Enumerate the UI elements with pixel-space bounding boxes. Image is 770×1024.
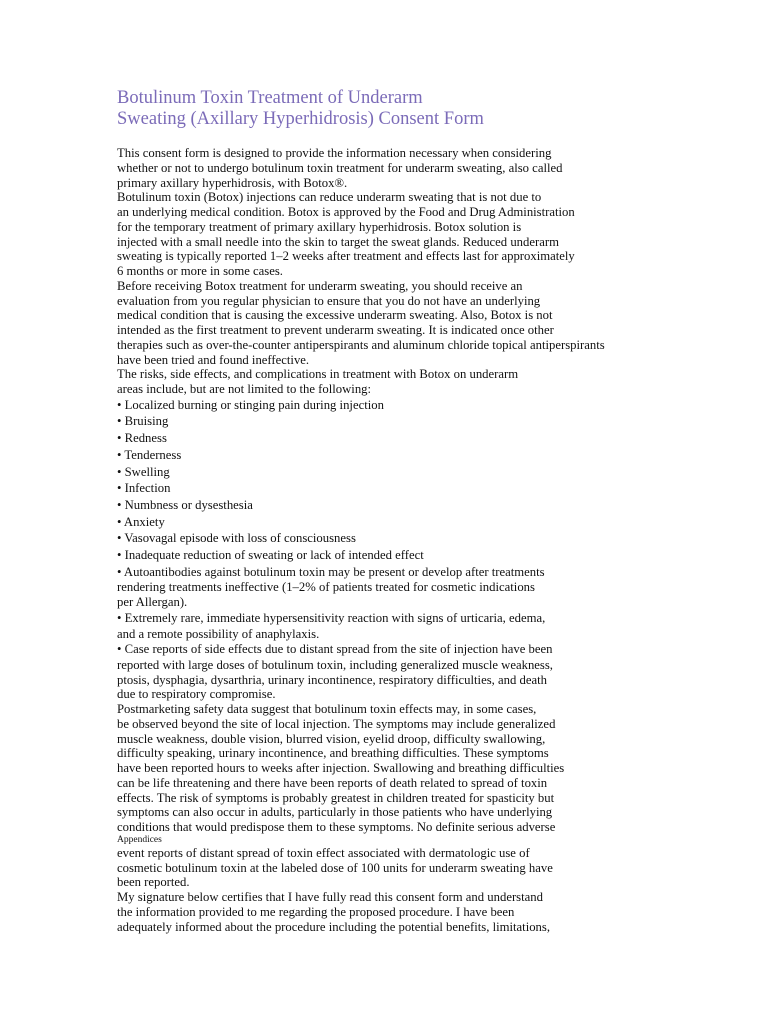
body-text-line: per Allergan).	[117, 595, 188, 610]
body-text-line: be observed beyond the site of local injection. The symptoms may include generalized	[117, 716, 556, 731]
bullet-item: • Autoantibodies against botulinum toxin may be present or develop after treatments	[117, 564, 545, 579]
body-text-line: evaluation from you regular physician to ensure that you do not have an underlying	[117, 293, 541, 308]
body-text-line: injected with a small needle into the skin to target the sweat glands. Reduced underarm	[117, 234, 559, 249]
body-text-line: an underlying medical condition. Botox is approved by the Food and Drug Administration	[117, 205, 575, 219]
bullet-item: • Extremely rare, immediate hypersensitivity reaction with signs of urticaria, edema,	[117, 610, 546, 625]
bullet-item: • Redness	[117, 431, 167, 446]
body-text-line: due to respiratory compromise.	[117, 687, 276, 702]
body-text-line: symptoms can also occur in adults, particularly in those patients who have underlying	[117, 805, 553, 820]
bullet-item: • Infection	[117, 481, 171, 496]
body-text-line: areas include, but are not limited to the following:	[117, 382, 372, 396]
body-text-line: intended as the first treatment to prevent underarm sweating. It is indicated once other	[117, 323, 554, 337]
document-body	[117, 146, 677, 934]
body-text-line: This consent form is designed to provide the information necessary when considering	[117, 146, 552, 160]
body-text-line: Postmarketing safety data suggest that botulinum toxin effects may, in some cases,	[117, 702, 537, 717]
body-text-line: have been reported hours to weeks after injection. Swallowing and breathing difficulties	[117, 761, 565, 776]
body-text-line: can be life threatening and there have been reports of death related to spread of toxin	[117, 775, 548, 790]
body-text-line: My signature below certifies that I have fully read this consent form and understand	[117, 890, 543, 905]
body-text-line: have been tried and found ineffective.	[117, 352, 310, 367]
bullet-item: • Anxiety	[117, 514, 165, 529]
body-text-line: cosmetic botulinum toxin at the labeled dose of 100 units for underarm sweating have	[117, 860, 553, 875]
bullet-item: • Numbness or dysesthesia	[117, 497, 253, 512]
body-text-line: Botulinum toxin (Botox) injections can reduce underarm sweating that is not due to	[117, 190, 542, 205]
body-text-line: for the temporary treatment of primary axillary hyperhidrosis. Botox solution is	[117, 219, 522, 234]
body-text-line: Before receiving Botox treatment for underarm sweating, you should receive an	[117, 278, 523, 293]
body-text-line: 6 months or more in some cases.	[117, 264, 283, 278]
body-text-line: conditions that would predispose them to these symptoms. No definite serious adverse	[117, 820, 556, 835]
bullet-item: • Bruising	[117, 414, 169, 429]
body-text-line: and a remote possibility of anaphylaxis.	[117, 626, 320, 641]
body-text-line: medical condition that is causing the excessive underarm sweating. Also, Botox is not	[117, 308, 553, 323]
bullet-item: • Swelling	[117, 464, 170, 479]
body-text-line: The risks, side effects, and complications in treatment with Botox on underarm	[117, 367, 519, 382]
document-title	[117, 88, 677, 130]
bullet-item: • Localized burning or stinging pain during injection	[117, 397, 384, 412]
body-text-line: rendering treatments ineffective (1–2% of patients treated for cosmetic indications	[117, 580, 535, 595]
title-line: Botulinum Toxin Treatment of Underarm	[117, 88, 423, 108]
title-line: Sweating (Axillary Hyperhidrosis) Consent Form	[117, 109, 484, 129]
body-text-line: whether or not to undergo botulinum toxin treatment for underarm sweating, also called	[117, 160, 563, 175]
body-text-line: adequately informed about the procedure including the potential benefits, limitations,	[117, 919, 551, 934]
bullet-item: • Tenderness	[117, 447, 182, 462]
body-text-line: effects. The risk of symptoms is probably greatest in children treated for spasticity but	[117, 790, 555, 805]
body-text-line: muscle weakness, double vision, blurred vision, eyelid droop, difficulty swallowing,	[117, 731, 546, 746]
body-text-line: reported with large doses of botulinum toxin, including generalized muscle weakness,	[117, 657, 553, 672]
body-text-line: ptosis, dysphagia, dysarthria, urinary incontinence, respiratory difficulties, and death	[117, 672, 547, 687]
body-text-line: been reported.	[117, 875, 190, 890]
body-text-line: therapies such as over-the-counter antiperspirants and aluminum chloride topical antiperspirants	[117, 337, 605, 352]
body-text-line: primary axillary hyperhidrosis, with Botox®.	[117, 175, 348, 190]
bullet-item: • Vasovagal episode with loss of consciousness	[117, 531, 356, 546]
body-text-line: sweating is typically reported 1–2 weeks after treatment and effects last for approximately	[117, 249, 575, 264]
bullet-item: • Inadequate reduction of sweating or lack of intended effect	[117, 547, 424, 562]
page-footer-label: Appendices	[117, 834, 162, 845]
body-text-line: the information provided to me regarding the proposed procedure. I have been	[117, 904, 515, 919]
bullet-item: • Case reports of side effects due to distant spread from the site of injection have been	[117, 642, 553, 657]
body-text-line: difficulty speaking, urinary incontinence, and breathing difficulties. These symptoms	[117, 746, 549, 761]
body-text-line: event reports of distant spread of toxin effect associated with dermatologic use of	[117, 845, 530, 860]
